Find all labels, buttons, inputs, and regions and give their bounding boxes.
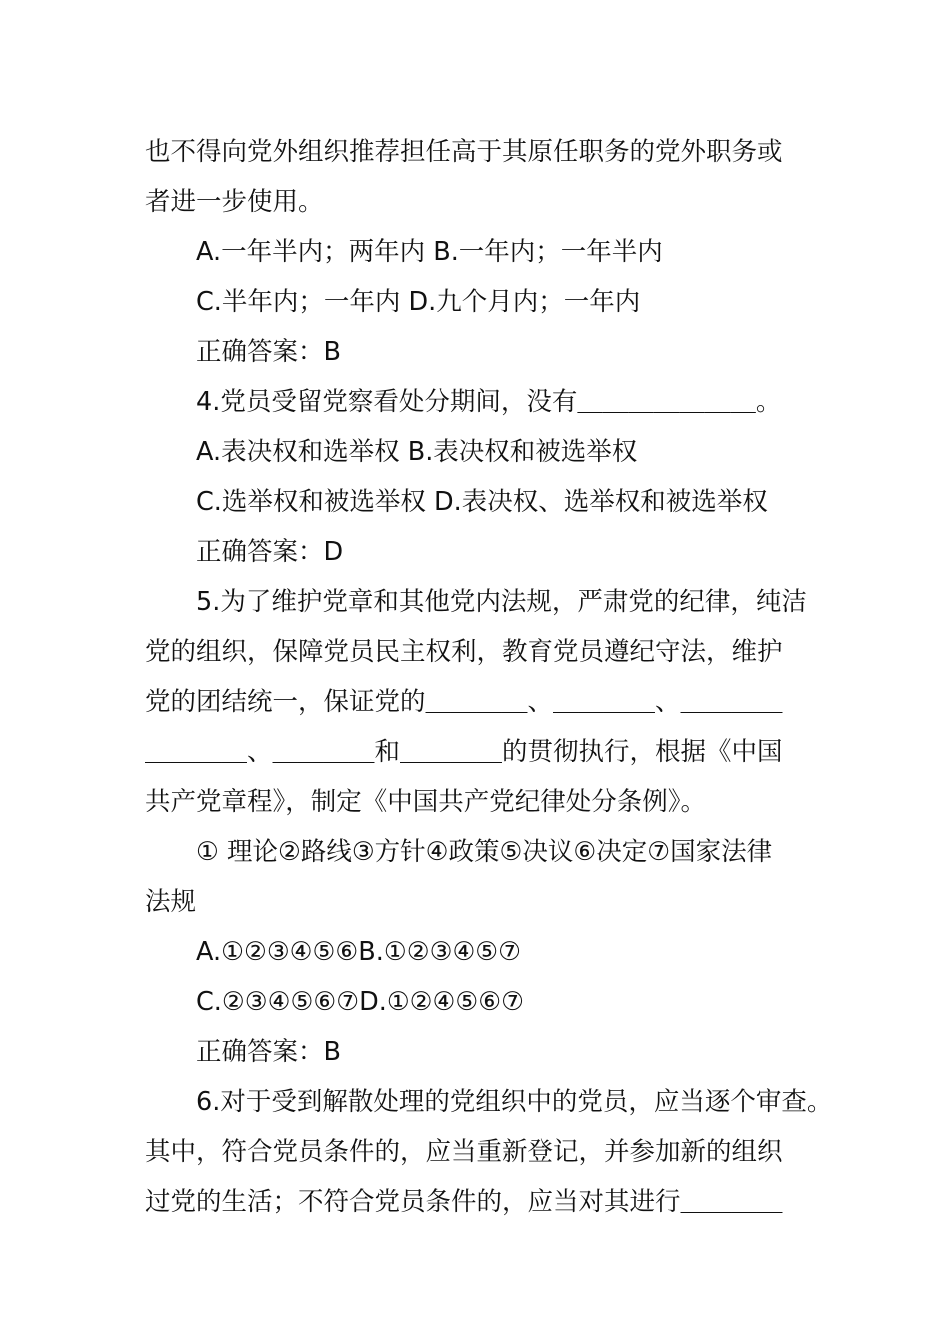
choice-list-line: ① 理论②路线③方针④政策⑤决议⑥决定⑦国家法律 [196,837,773,867]
text-line: 党的组织，保障党员民主权利，教育党员遵纪守法，维护 [145,637,783,667]
question-line: 6.对于受到解散处理的党组织中的党员，应当逐个审查。 [196,1087,833,1117]
text-line: 其中，符合党员条件的，应当重新登记，并参加新的组织 [145,1137,783,1167]
option-line: C.②③④⑤⑥⑦D.①②④⑤⑥⑦ [196,987,524,1017]
option-line: A.①②③④⑤⑥B.①②③④⑤⑦ [196,937,522,967]
answer-line: 正确答案：D [196,537,344,567]
text-line: 也不得向党外组织推荐担任高于其原任职务的党外职务或 [145,137,783,167]
text-line: 过党的生活；不符合党员条件的，应当对其进行＿＿＿＿ [145,1187,783,1217]
document-body [145,131,833,1231]
text-line: ＿＿＿＿、＿＿＿＿和＿＿＿＿的贯彻执行，根据《中国 [145,737,783,767]
option-line: A.表决权和选举权 B.表决权和被选举权 [196,437,638,467]
text-line: 党的团结统一，保证党的＿＿＿＿、＿＿＿＿、＿＿＿＿ [145,687,783,717]
option-line: A.一年半内；两年内 B.一年内；一年半内 [196,237,663,267]
option-line: C.半年内；一年内 D.九个月内；一年内 [196,287,641,317]
question-line: 5.为了维护党章和其他党内法规，严肃党的纪律，纯洁 [196,587,807,617]
text-line: 者进一步使用。 [145,187,324,217]
answer-line: 正确答案：B [196,337,341,367]
question-line: 4.党员受留党察看处分期间，没有＿＿＿＿＿＿＿。 [196,387,782,417]
text-line: 共产党章程》，制定《中国共产党纪律处分条例》。 [145,787,707,817]
answer-line: 正确答案：B [196,1037,341,1067]
option-line: C.选举权和被选举权 D.表决权、选举权和被选举权 [196,487,768,517]
text-line: 法规 [145,887,197,917]
